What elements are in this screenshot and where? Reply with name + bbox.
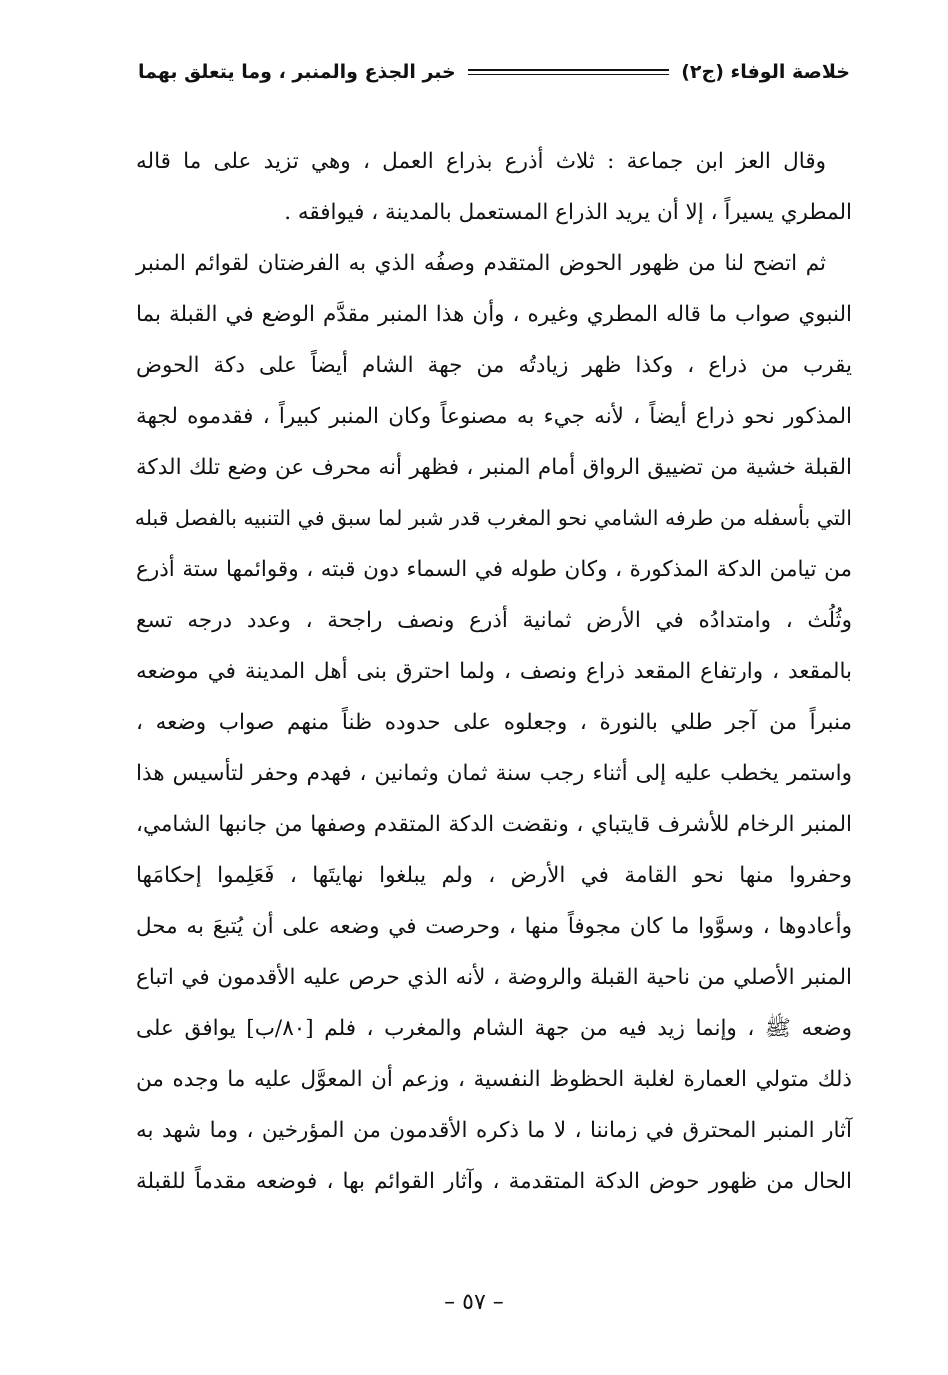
running-header (138, 52, 850, 92)
text-line: ذلك متولي العمارة لغلبة الحظوظ النفسية ، وزعم أن المعوَّل عليه ما وجده من (136, 1067, 852, 1092)
text-line: القبلة خشية من تضييق الرواق أمام المنبر ، فظهر أنه محرف عن وضع تلك الدكة (136, 455, 852, 480)
text-line: بالمقعد ، وارتفاع المقعد ذراع ونصف ، ولما احترق بنى أهل المدينة في موضعه (136, 659, 853, 684)
text-line: وضعه ﷺ ، وإنما زيد فيه من جهة الشام والمغرب ، فلم [٨٠/ب] يوافق على (136, 1016, 853, 1041)
chapter-title: خبر الجذع والمنبر ، وما يتعلق بهما (138, 61, 456, 83)
body-text (136, 136, 852, 1207)
text-line: المطري يسيراً ، إلا أن يريد الذراع المستعمل بالمدينة ، فيوافقه . (284, 200, 852, 225)
text-line: آثار المنبر المحترق في زماننا ، لا ما ذكره الأقدمون من المؤرخين ، وما شهد به (136, 1118, 852, 1143)
text-line: وحفروا منها نحو القامة في الأرض ، ولم يبلغوا نهايتَها ، فَعَلِموا إحكامَها (136, 863, 852, 888)
text-line: من تيامن الدكة المذكورة ، وكان طوله في السماء دون قبته ، وقوائمها ستة أذرع (136, 557, 852, 582)
header-rule (468, 69, 669, 75)
text-line: المذكور نحو ذراع أيضاً ، لأنه جيء به مصنوعاً وكان المنبر كبيراً ، فقدموه لجهة (136, 404, 852, 429)
page-number: – ٥٧ – (444, 1290, 504, 1315)
text-line: ثم اتضح لنا من ظهور الحوض المتقدم وصفُه الذي به الفرضتان لقوائم المنبر (136, 251, 826, 276)
text-line: التي بأسفله من طرفه الشامي نحو المغرب قدر شبر لما سبق في التنبيه بالفصل قبله (134, 506, 852, 530)
text-line: المنبر الأصلي من ناحية القبلة والروضة ، لأنه الذي حرص عليه الأقدمون في اتباع (136, 965, 852, 990)
text-line: يقرب من ذراع ، وكذا ظهر زيادتُه من جهة الشام أيضاً على دكة الحوض (136, 353, 852, 378)
text-line: وأعادوها ، وسوَّوا ما كان مجوفاً منها ، وحرصت في وضعه على أن يُتبعَ به محل (136, 914, 852, 939)
text-line: المنبر الرخام للأشرف قايتباي ، ونقضت الدكة المتقدم وصفها من جانبها الشامي، (136, 812, 852, 837)
text-line: واستمر يخطب عليه إلى أثناء رجب سنة ثمان وثمانين ، فهدم وحفر لتأسيس هذا (136, 761, 852, 786)
book-title: خلاصة الوفاء (ج٢) (681, 61, 850, 83)
text-line: منبراً من آجر طلي بالنورة ، وجعلوه على حدوده ظناً منهم صواب وضعه ، (136, 710, 852, 735)
text-line: وقال العز ابن جماعة : ثلاث أذرع بذراع العمل ، وهي تزيد على ما قاله (136, 149, 826, 174)
text-line: النبوي صواب ما قاله المطري وغيره ، وأن هذا المنبر مقدَّم الوضع في القبلة بما (136, 302, 852, 327)
text-line: الحال من ظهور حوض الدكة المتقدمة ، وآثار القوائم بها ، فوضعه مقدماً للقبلة (136, 1169, 852, 1194)
text-line: وثُلُث ، وامتدادُه في الأرض ثمانية أذرع ونصف راجحة ، وعدد درجه تسع (136, 608, 852, 633)
